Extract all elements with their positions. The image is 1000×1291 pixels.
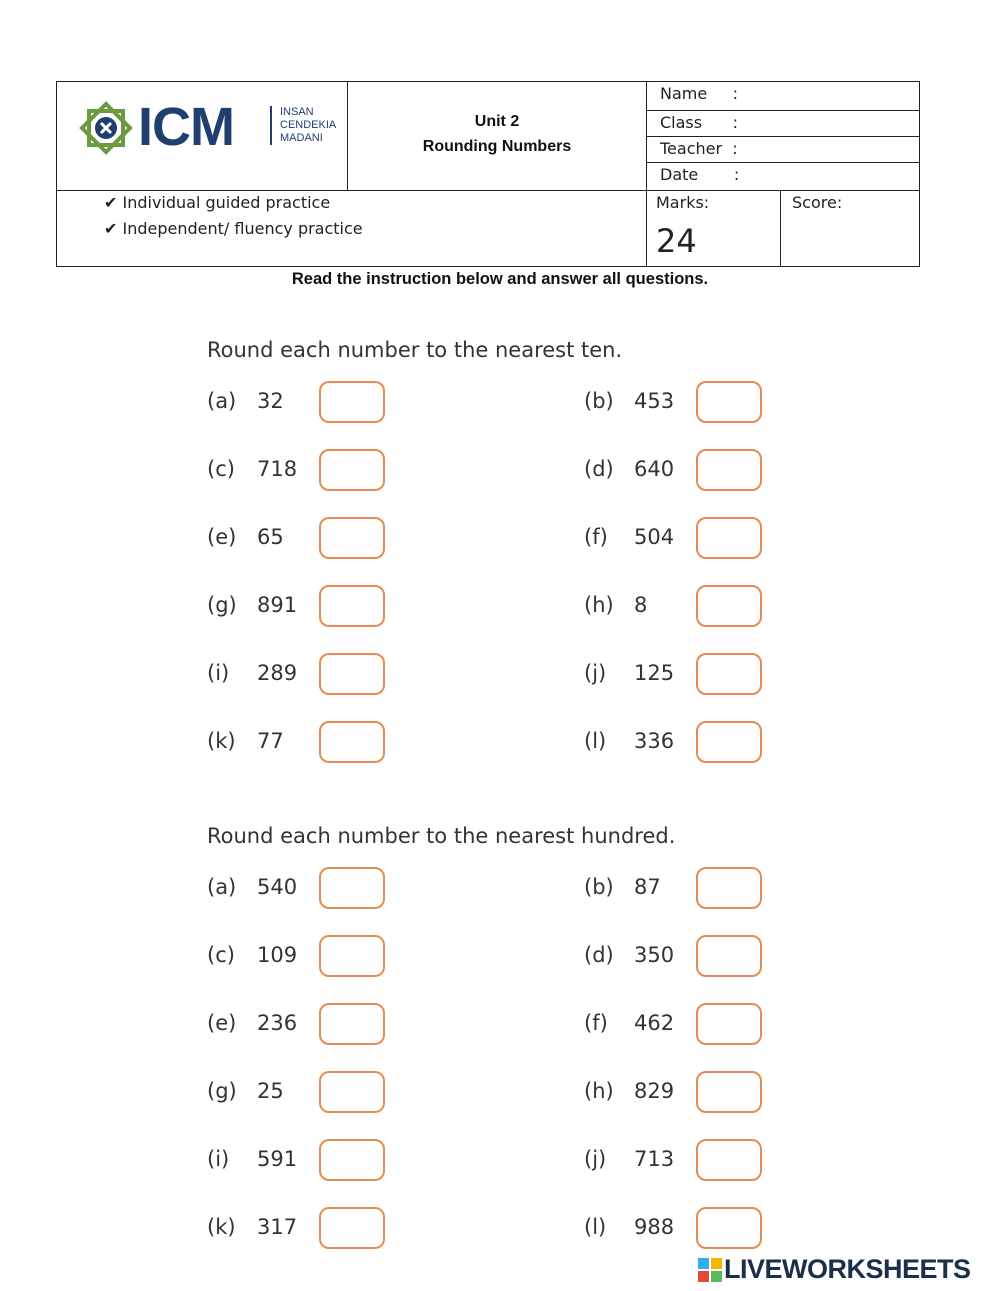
- answer-box[interactable]: [319, 517, 385, 559]
- question-item: [584, 1003, 784, 1049]
- question-number: 540: [257, 875, 298, 899]
- section-title-nearest-ten: Round each number to the nearest ten.: [207, 338, 623, 362]
- answer-box[interactable]: [696, 1207, 762, 1249]
- question-letter: (g): [207, 1079, 237, 1103]
- question-letter: (e): [207, 1011, 237, 1035]
- answer-box[interactable]: [696, 721, 762, 763]
- question-letter: (k): [207, 729, 236, 753]
- question-item: [584, 935, 784, 981]
- logo-wordmark: ICM: [138, 97, 234, 157]
- question-letter: (e): [207, 525, 237, 549]
- question-item: [584, 653, 784, 699]
- answer-box[interactable]: [696, 867, 762, 909]
- answer-box[interactable]: [319, 1003, 385, 1045]
- question-number: 350: [634, 943, 675, 967]
- question-letter: (f): [584, 1011, 608, 1035]
- instruction-text: Read the instruction below and answer all questions.: [291, 270, 709, 288]
- liveworksheets-brand: LIVEWORKSHEETS: [724, 1254, 971, 1284]
- answer-box[interactable]: [696, 381, 762, 423]
- question-number: 25: [257, 1079, 284, 1103]
- logo-subtitle: [270, 106, 336, 145]
- question-letter: (c): [207, 457, 235, 481]
- header-divider-logo: [347, 81, 348, 191]
- question-letter: (j): [584, 1147, 607, 1171]
- question-letter: (h): [584, 1079, 614, 1103]
- unit-label: Unit 2: [474, 113, 520, 130]
- question-number: 32: [257, 389, 284, 413]
- section-title-nearest-hundred: Round each number to the nearest hundred.: [207, 824, 676, 848]
- header-divider-score: [780, 190, 781, 267]
- question-item: [207, 517, 407, 563]
- question-item: [584, 1071, 784, 1117]
- question-number: 891: [257, 593, 298, 617]
- question-letter: (f): [584, 525, 608, 549]
- field-divider-2: [646, 136, 920, 137]
- question-item: [207, 585, 407, 631]
- answer-box[interactable]: [696, 1139, 762, 1181]
- question-number: 591: [257, 1147, 298, 1171]
- question-item: [207, 1139, 407, 1185]
- answer-box[interactable]: [696, 585, 762, 627]
- question-letter: (c): [207, 943, 235, 967]
- question-item: [207, 381, 407, 427]
- answer-box[interactable]: [319, 585, 385, 627]
- answer-box[interactable]: [696, 653, 762, 695]
- question-number: 289: [257, 661, 298, 685]
- answer-box[interactable]: [696, 1003, 762, 1045]
- class-field[interactable]: Class :: [660, 113, 738, 132]
- question-number: 988: [634, 1215, 675, 1239]
- teacher-field[interactable]: Teacher :: [660, 139, 738, 158]
- question-letter: (i): [207, 1147, 230, 1171]
- field-divider-1: [646, 110, 920, 111]
- logo-subtitle-line: INSAN: [280, 106, 314, 118]
- question-letter: (d): [584, 457, 614, 481]
- answer-box[interactable]: [319, 1139, 385, 1181]
- field-divider-3: [646, 162, 920, 163]
- date-field[interactable]: Date :: [660, 165, 740, 184]
- question-number: 87: [634, 875, 661, 899]
- icm-emblem-icon: [78, 100, 134, 156]
- question-letter: (a): [207, 875, 237, 899]
- topic-title: Rounding Numbers: [422, 138, 572, 155]
- question-item: [207, 449, 407, 495]
- question-letter: (i): [207, 661, 230, 685]
- question-item: [207, 935, 407, 981]
- question-number: 640: [634, 457, 675, 481]
- question-item: [584, 1139, 784, 1185]
- answer-box[interactable]: [319, 1207, 385, 1249]
- practice-item: ✔ Independent/ fluency practice: [104, 219, 363, 238]
- question-letter: (b): [584, 389, 614, 413]
- answer-box[interactable]: [319, 653, 385, 695]
- question-item: [207, 1071, 407, 1117]
- question-item: [584, 381, 784, 427]
- answer-box[interactable]: [319, 449, 385, 491]
- question-item: [584, 867, 784, 913]
- question-letter: (l): [584, 729, 607, 753]
- question-letter: (a): [207, 389, 237, 413]
- question-number: 453: [634, 389, 675, 413]
- answer-box[interactable]: [319, 721, 385, 763]
- answer-box[interactable]: [696, 517, 762, 559]
- question-item: [584, 449, 784, 495]
- question-item: [207, 867, 407, 913]
- icm-logo: [78, 98, 340, 160]
- question-letter: (g): [207, 593, 237, 617]
- question-number: 336: [634, 729, 675, 753]
- name-field[interactable]: Name :: [660, 84, 739, 103]
- answer-box[interactable]: [319, 867, 385, 909]
- question-item: [584, 517, 784, 563]
- liveworksheets-squares-icon: [698, 1258, 722, 1282]
- question-number: 109: [257, 943, 298, 967]
- question-number: 504: [634, 525, 675, 549]
- question-number: 317: [257, 1215, 298, 1239]
- question-number: 718: [257, 457, 298, 481]
- question-letter: (l): [584, 1215, 607, 1239]
- question-letter: (d): [584, 943, 614, 967]
- question-item: [584, 721, 784, 767]
- answer-box[interactable]: [696, 449, 762, 491]
- marks-value: 24: [656, 222, 697, 260]
- question-number: 236: [257, 1011, 298, 1035]
- answer-box[interactable]: [319, 935, 385, 977]
- logo-subtitle-line: CENDEKIA: [280, 119, 337, 131]
- question-number: 8: [634, 593, 648, 617]
- question-number: 462: [634, 1011, 675, 1035]
- question-number: 829: [634, 1079, 675, 1103]
- question-item: [207, 721, 407, 767]
- header-row-divider: [56, 190, 920, 191]
- question-letter: (k): [207, 1215, 236, 1239]
- question-letter: (j): [584, 661, 607, 685]
- question-number: 77: [257, 729, 284, 753]
- question-letter: (h): [584, 593, 614, 617]
- answer-box[interactable]: [319, 1071, 385, 1113]
- question-item: [207, 653, 407, 699]
- header-divider-fields: [646, 81, 647, 267]
- question-letter: (b): [584, 875, 614, 899]
- question-item: [584, 585, 784, 631]
- question-item: [207, 1003, 407, 1049]
- question-number: 125: [634, 661, 675, 685]
- question-item: [207, 1207, 407, 1253]
- logo-subtitle-line: MADANI: [280, 132, 323, 144]
- answer-box[interactable]: [696, 1071, 762, 1113]
- question-number: 65: [257, 525, 284, 549]
- question-number: 713: [634, 1147, 675, 1171]
- score-field: Score:: [792, 193, 843, 212]
- answer-box[interactable]: [319, 381, 385, 423]
- marks-label: Marks:: [656, 193, 710, 212]
- practice-item: ✔ Individual guided practice: [104, 193, 331, 212]
- question-item: [584, 1207, 784, 1253]
- answer-box[interactable]: [696, 935, 762, 977]
